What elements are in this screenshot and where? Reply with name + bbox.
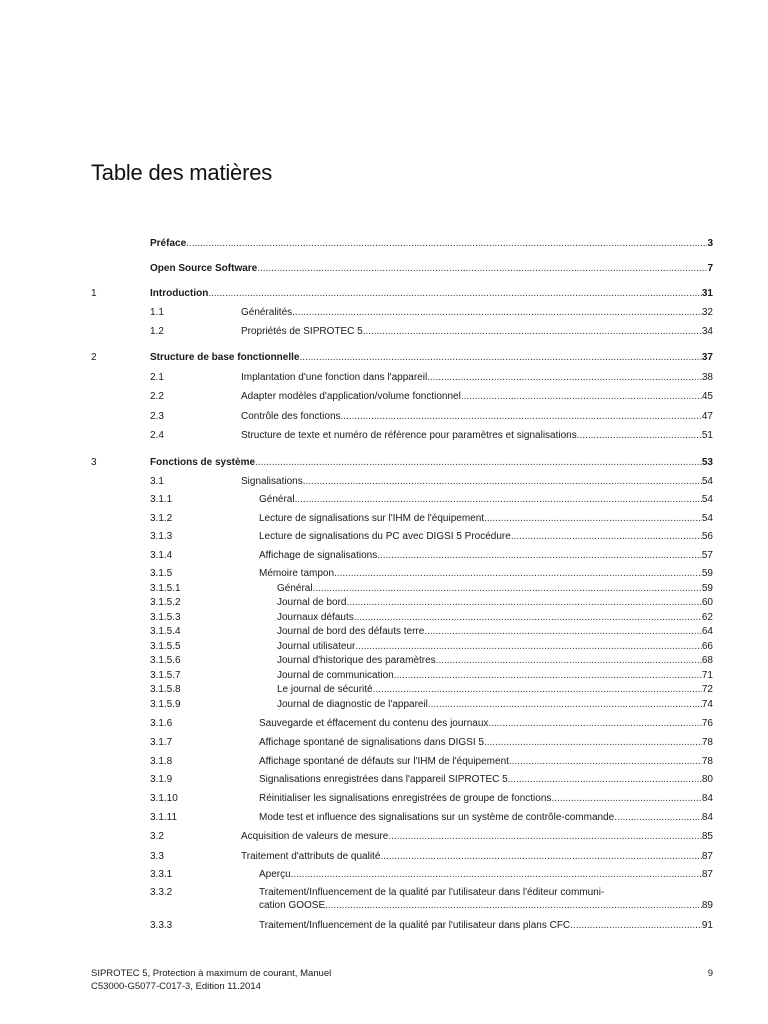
toc-entry-title: Propriétés de SIPROTEC 5 (241, 326, 363, 337)
toc-entry-title: Généralités (241, 307, 293, 318)
toc-entry-page: 32 (701, 307, 713, 318)
toc-entry-title: Affichage spontané de défauts sur l'IHM de l'équipement (259, 756, 509, 767)
toc-entry-title: Réinitialiser les signalisations enregistrées de groupe de fonctions (259, 793, 552, 804)
toc-section-number: 3.1 (150, 476, 164, 487)
toc-entry-page: 84 (701, 812, 713, 823)
toc-entry-page: 78 (701, 756, 713, 767)
dot-leader (484, 736, 702, 749)
toc-entry-title: Adapter modèles d'application/volume fonctionnel (241, 391, 461, 402)
dot-leader (299, 351, 701, 364)
toc-section-number: 3.1.5.4 (150, 626, 181, 637)
toc-section-number: 3.1.5.2 (150, 597, 181, 608)
toc-chapter-number: 3 (91, 457, 97, 468)
toc-entry-title: Aperçu (259, 869, 291, 880)
toc-section-number: 3.1.4 (150, 550, 173, 561)
dot-leader (186, 237, 707, 250)
toc-chapter-number: 2 (91, 352, 97, 363)
toc-entry-page: 3 (707, 238, 713, 249)
toc-section-number: 2.4 (150, 430, 164, 441)
dot-leader (488, 717, 701, 730)
dot-leader (334, 567, 702, 580)
toc-section-3-3-1[interactable] (0, 868, 768, 881)
dot-leader (313, 582, 702, 595)
toc-entry-title: Journaux défauts (277, 612, 354, 623)
toc-entry-title: Affichage spontané de signalisations dans DIGSI 5 (259, 737, 484, 748)
toc-section-number: 2.1 (150, 372, 164, 383)
toc-entry-line2 (259, 899, 713, 912)
toc-entry-title-line2: cation GOOSE (259, 900, 326, 911)
toc-entry-title: Journal de diagnostic de l'appareil (277, 699, 428, 710)
toc-section-number: 3.1.6 (150, 718, 173, 729)
toc-section-3-1-5-9[interactable] (0, 698, 768, 711)
dot-leader (303, 475, 702, 488)
toc-section-3-1-11[interactable] (0, 811, 768, 824)
toc-section-number: 3.1.5.3 (150, 612, 181, 623)
toc-entry-multiline (259, 886, 713, 912)
toc-entry-title: Journal de communication (277, 670, 394, 681)
toc-section-number: 3.3.3 (150, 920, 173, 931)
toc-entry-page: 72 (701, 684, 713, 695)
dot-leader (355, 640, 702, 653)
toc-section-number: 3.2 (150, 831, 164, 842)
toc-entry-title: Contrôle des fonctions (241, 411, 341, 422)
toc-section-3-1-3[interactable] (0, 530, 768, 543)
toc-section-3-1-2[interactable] (0, 512, 768, 525)
toc-section-3-3-3[interactable] (0, 919, 768, 932)
toc-section-number: 3.1.3 (150, 531, 173, 542)
toc-entry-title: Général (277, 583, 313, 594)
toc-entry-page: 31 (701, 288, 713, 299)
toc-entry-page: 51 (701, 430, 713, 441)
toc-section-number: 3.1.5.8 (150, 684, 181, 695)
toc-entry-page: 56 (701, 531, 713, 542)
toc-section-3-1-5-3[interactable] (0, 611, 768, 624)
toc-entry-page: 7 (707, 263, 713, 274)
dot-leader (354, 611, 702, 624)
toc-entry-page: 54 (701, 476, 713, 487)
toc-entry-title: Mémoire tampon (259, 568, 335, 579)
toc-entry-page: 34 (701, 326, 713, 337)
toc-entry-title: Implantation d'une fonction dans l'appareil (241, 372, 428, 383)
dot-leader (208, 287, 702, 300)
dot-leader (380, 850, 701, 863)
dot-leader (461, 390, 702, 403)
toc-entry-page: 54 (701, 513, 713, 524)
toc-section-number: 3.1.5.9 (150, 699, 181, 710)
dot-leader (291, 868, 702, 881)
toc-chapter-1[interactable] (0, 287, 768, 300)
toc-section-3-1-5-1[interactable] (0, 582, 768, 595)
toc-section-number: 3.3.1 (150, 869, 173, 880)
toc-section-2-4[interactable] (0, 429, 768, 442)
toc-entry-preface[interactable] (0, 237, 768, 250)
toc-entry-title: Préface (150, 238, 187, 249)
toc-section-3-1-9[interactable] (0, 773, 768, 786)
toc-section-3-1-5[interactable] (0, 567, 768, 580)
toc-section-number: 3.1.1 (150, 494, 173, 505)
dot-leader (388, 830, 702, 843)
toc-entry-title: Mode test et influence des signalisations sur un système de contrôle-commande (259, 812, 615, 823)
toc-entry-page: 59 (701, 583, 713, 594)
dot-leader (295, 493, 702, 506)
dot-leader (508, 773, 702, 786)
toc-entry-title: Affichage de signalisations (259, 550, 378, 561)
toc-section-number: 3.1.8 (150, 756, 173, 767)
dot-leader (257, 262, 707, 275)
dot-leader (373, 683, 702, 696)
toc-entry-page: 71 (701, 670, 713, 681)
toc-entry-page: 80 (701, 774, 713, 785)
toc-chapter-2[interactable] (0, 351, 768, 364)
dot-leader (377, 549, 702, 562)
toc-section-number: 3.1.5.1 (150, 583, 181, 594)
toc-entry-page: 89 (701, 900, 713, 911)
toc-entry-page: 53 (701, 457, 713, 468)
toc-section-number: 1.1 (150, 307, 164, 318)
toc-section-3-1-4[interactable] (0, 549, 768, 562)
toc-section-number: 3.1.2 (150, 513, 173, 524)
toc-entry-page: 91 (701, 920, 713, 931)
toc-entry-page: 57 (701, 550, 713, 561)
toc-entry-page: 37 (701, 352, 713, 363)
toc-entry-title: Général (259, 494, 295, 505)
dot-leader (509, 755, 702, 768)
toc-entry-title: Signalisations enregistrées dans l'appareil SIPROTEC 5 (259, 774, 508, 785)
dot-leader (511, 530, 702, 543)
toc-entry-title: Journal d'historique des paramètres (277, 655, 436, 666)
toc-section-number: 3.1.9 (150, 774, 173, 785)
dot-leader (363, 325, 702, 338)
toc-section-3-1-5-6[interactable] (0, 654, 768, 667)
toc-chapter-number: 1 (91, 288, 97, 299)
toc-section-3-1-8[interactable] (0, 755, 768, 768)
toc-section-3-1-1[interactable] (0, 493, 768, 506)
toc-section-number: 3.1.11 (150, 812, 178, 823)
toc-entry-page: 78 (701, 737, 713, 748)
toc-entry-title: Fonctions de système (150, 457, 256, 468)
dot-leader (614, 811, 702, 824)
dot-leader (427, 371, 702, 384)
toc-entry-title: Structure de base fonctionnelle (150, 352, 300, 363)
toc-section-number: 1.2 (150, 326, 164, 337)
toc-section-number: 2.3 (150, 411, 164, 422)
toc-section-3-1-5-7[interactable] (0, 669, 768, 682)
dot-leader (341, 410, 702, 423)
toc-section-2-1[interactable] (0, 371, 768, 384)
toc-entry-page: 38 (701, 372, 713, 383)
dot-leader (424, 625, 702, 638)
toc-section-2-2[interactable] (0, 390, 768, 403)
toc-entry-page: 62 (701, 612, 713, 623)
dot-leader (484, 512, 702, 525)
toc-entry-title: Lecture de signalisations sur l'IHM de l'équipement (259, 513, 485, 524)
toc-section-2-3[interactable] (0, 410, 768, 423)
toc-section-number: 3.1.5 (150, 568, 173, 579)
dot-leader (577, 429, 702, 442)
toc-section-3-1[interactable] (0, 475, 768, 488)
page-title: Table des matières (91, 160, 273, 185)
toc-section-number: 3.1.7 (150, 737, 173, 748)
footer-line-2: C53000-G5077-C017-3, Edition 11.2014 (91, 981, 261, 992)
toc-entry-title: Journal utilisateur (277, 641, 356, 652)
toc-chapter-3[interactable] (0, 456, 768, 469)
toc-entry-title: Acquisition de valeurs de mesure (241, 831, 389, 842)
toc-entry-page: 59 (701, 568, 713, 579)
toc-entry-open-source[interactable] (0, 262, 768, 275)
toc-section-3-1-7[interactable] (0, 736, 768, 749)
dot-leader (292, 306, 702, 319)
toc-section-3-1-5-4[interactable] (0, 625, 768, 638)
dot-leader (428, 698, 702, 711)
toc-section-number: 2.2 (150, 391, 164, 402)
toc-section-3-1-10[interactable] (0, 792, 768, 805)
toc-section-1-2[interactable] (0, 325, 768, 338)
toc-entry-page: 87 (701, 869, 713, 880)
toc-section-3-1-5-2[interactable] (0, 596, 768, 609)
toc-entry-page: 64 (701, 626, 713, 637)
toc-section-number: 3.1.10 (150, 793, 178, 804)
toc-entry-page: 54 (701, 494, 713, 505)
dot-leader (436, 654, 702, 667)
dot-leader (551, 792, 701, 805)
toc-section-3-1-5-8[interactable] (0, 683, 768, 696)
toc-entry-page: 68 (701, 655, 713, 666)
toc-entry-title: Traitement/Influencement de la qualité par l'utilisateur dans plans CFC (259, 920, 571, 931)
toc-entry-page: 47 (701, 411, 713, 422)
dot-leader (255, 456, 702, 469)
toc-entry-title: Journal de bord des défauts terre (277, 626, 425, 637)
toc-section-3-1-5-5[interactable] (0, 640, 768, 653)
dot-leader (394, 669, 702, 682)
toc-section-number: 3.1.5.6 (150, 655, 181, 666)
toc-entry-title: Open Source Software (150, 263, 258, 274)
toc-entry-title: Journal de bord (277, 597, 347, 608)
toc-section-3-1-6[interactable] (0, 717, 768, 730)
toc-section-1-1[interactable] (0, 306, 768, 319)
toc-entry-title: Signalisations (241, 476, 303, 487)
toc-entry-title: Sauvegarde et éffacement du contenu des journaux (259, 718, 489, 729)
footer-page-number: 9 (707, 968, 713, 979)
dot-leader (325, 899, 702, 912)
toc-entry-page: 45 (701, 391, 713, 402)
toc-entry-title: Structure de texte et numéro de référence pour paramètres et signalisations (241, 430, 577, 441)
toc-entry-page: 66 (701, 641, 713, 652)
toc-entry-title: Introduction (150, 288, 209, 299)
toc-entry-page: 87 (701, 851, 713, 862)
toc-section-3-3[interactable] (0, 850, 768, 863)
toc-entry-page: 74 (701, 699, 713, 710)
toc-section-number: 3.1.5.7 (150, 670, 181, 681)
toc-section-3-3-2[interactable] (0, 886, 768, 912)
toc-entry-title: Traitement d'attributs de qualité (241, 851, 381, 862)
toc-entry-page: 76 (701, 718, 713, 729)
dot-leader (570, 919, 702, 932)
toc-entry-page: 84 (701, 793, 713, 804)
toc-section-number: 3.3.2 (150, 887, 173, 898)
toc-entry-page: 85 (701, 831, 713, 842)
toc-entry-title-line1: Traitement/Influencement de la qualité par l'utilisateur dans l'éditeur communi- (259, 887, 605, 898)
dot-leader (347, 596, 702, 609)
toc-entry-page: 60 (701, 597, 713, 608)
toc-section-number: 3.3 (150, 851, 164, 862)
toc-entry-title: Lecture de signalisations du PC avec DIGSI 5 Procédure (259, 531, 511, 542)
toc-entry-title: Le journal de sécurité (277, 684, 373, 695)
footer-line-1: SIPROTEC 5, Protection à maximum de courant, Manuel (91, 968, 332, 979)
toc-section-3-2[interactable] (0, 830, 768, 843)
toc-section-number: 3.1.5.5 (150, 641, 181, 652)
